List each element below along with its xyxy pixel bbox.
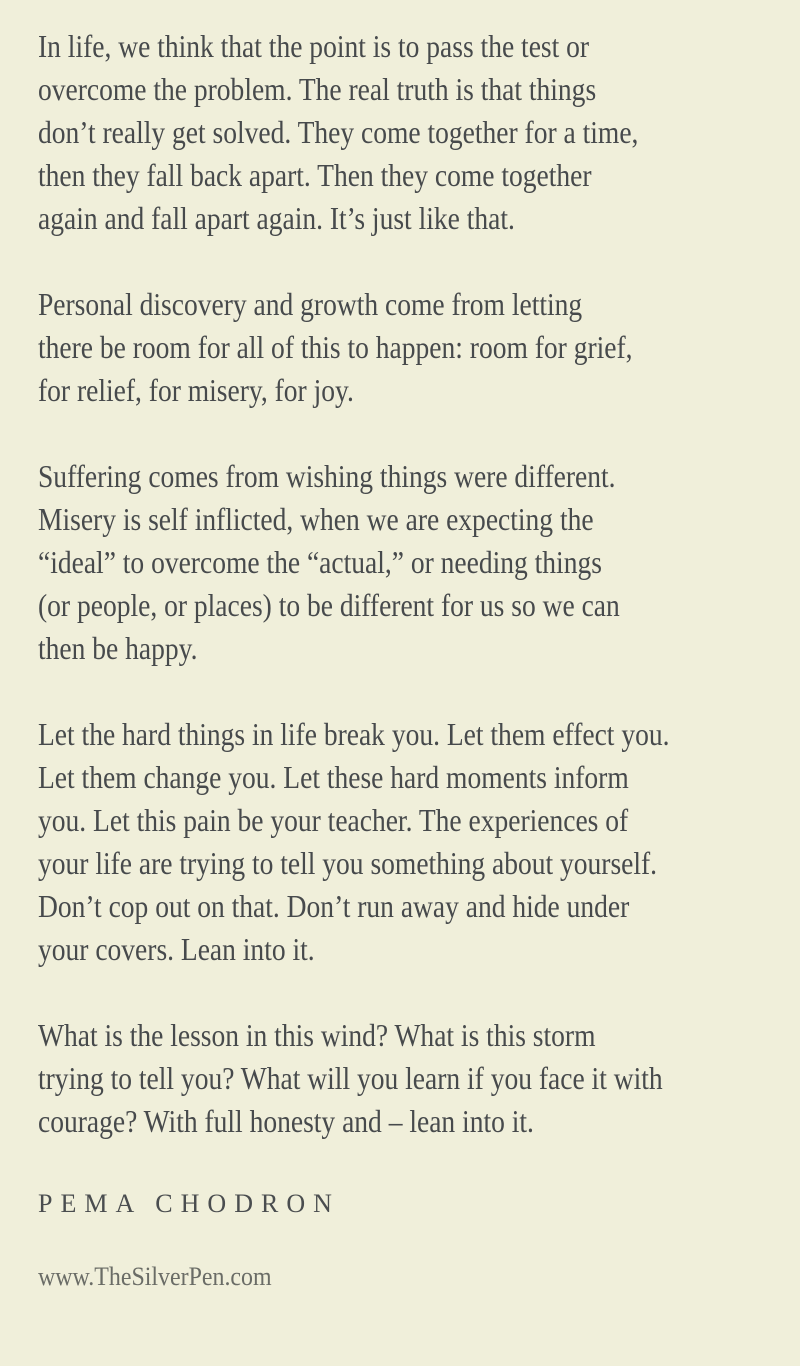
quote-line: for relief, for misery, for joy. (38, 372, 354, 408)
quote-line: there be room for all of this to happen: room for grief, (38, 329, 633, 365)
quote-line: Suffering comes from wishing things were different. (38, 458, 616, 494)
quote-paragraph (38, 25, 800, 240)
quote-line: your covers. Lean into it. (38, 931, 315, 967)
quote-paragraph (38, 455, 800, 670)
quote-line: Don’t cop out on that. Don’t run away and hide under (38, 888, 630, 924)
quote-line: Personal discovery and growth come from letting (38, 286, 583, 322)
quote-line: courage? With full honesty and – lean into it. (38, 1103, 534, 1139)
quote-line: then they fall back apart. Then they come together (38, 157, 592, 193)
quote-line: Let them change you. Let these hard moments inform (38, 759, 629, 795)
quote-line: What is the lesson in this wind? What is this storm (38, 1017, 596, 1053)
quote-line: trying to tell you? What will you learn if you face it with (38, 1060, 663, 1096)
quote-line: “ideal” to overcome the “actual,” or needing things (38, 544, 602, 580)
quote-line: don’t really get solved. They come together for a time, (38, 114, 639, 150)
author-name: PEMA CHODRON (38, 1189, 340, 1218)
quote-line: your life are trying to tell you something about yourself. (38, 845, 658, 881)
quote-line: In life, we think that the point is to pass the test or (38, 28, 590, 64)
quote-line: again and fall apart again. It’s just like that. (38, 200, 515, 236)
quote-paragraph (38, 1014, 800, 1143)
quote-paragraph (38, 283, 800, 412)
quote-paragraph (38, 713, 800, 971)
quote-line: Misery is self inflicted, when we are expecting the (38, 501, 594, 537)
quote-line: then be happy. (38, 630, 198, 666)
quote-line: (or people, or places) to be different for us so we can (38, 587, 620, 623)
quote-line: overcome the problem. The real truth is that things (38, 71, 597, 107)
quote-line: you. Let this pain be your teacher. The experiences of (38, 802, 629, 838)
quote-line: Let the hard things in life break you. Let them effect you. (38, 716, 670, 752)
website-url: www.TheSilverPen.com (38, 1262, 272, 1291)
quote-body (38, 25, 800, 1143)
